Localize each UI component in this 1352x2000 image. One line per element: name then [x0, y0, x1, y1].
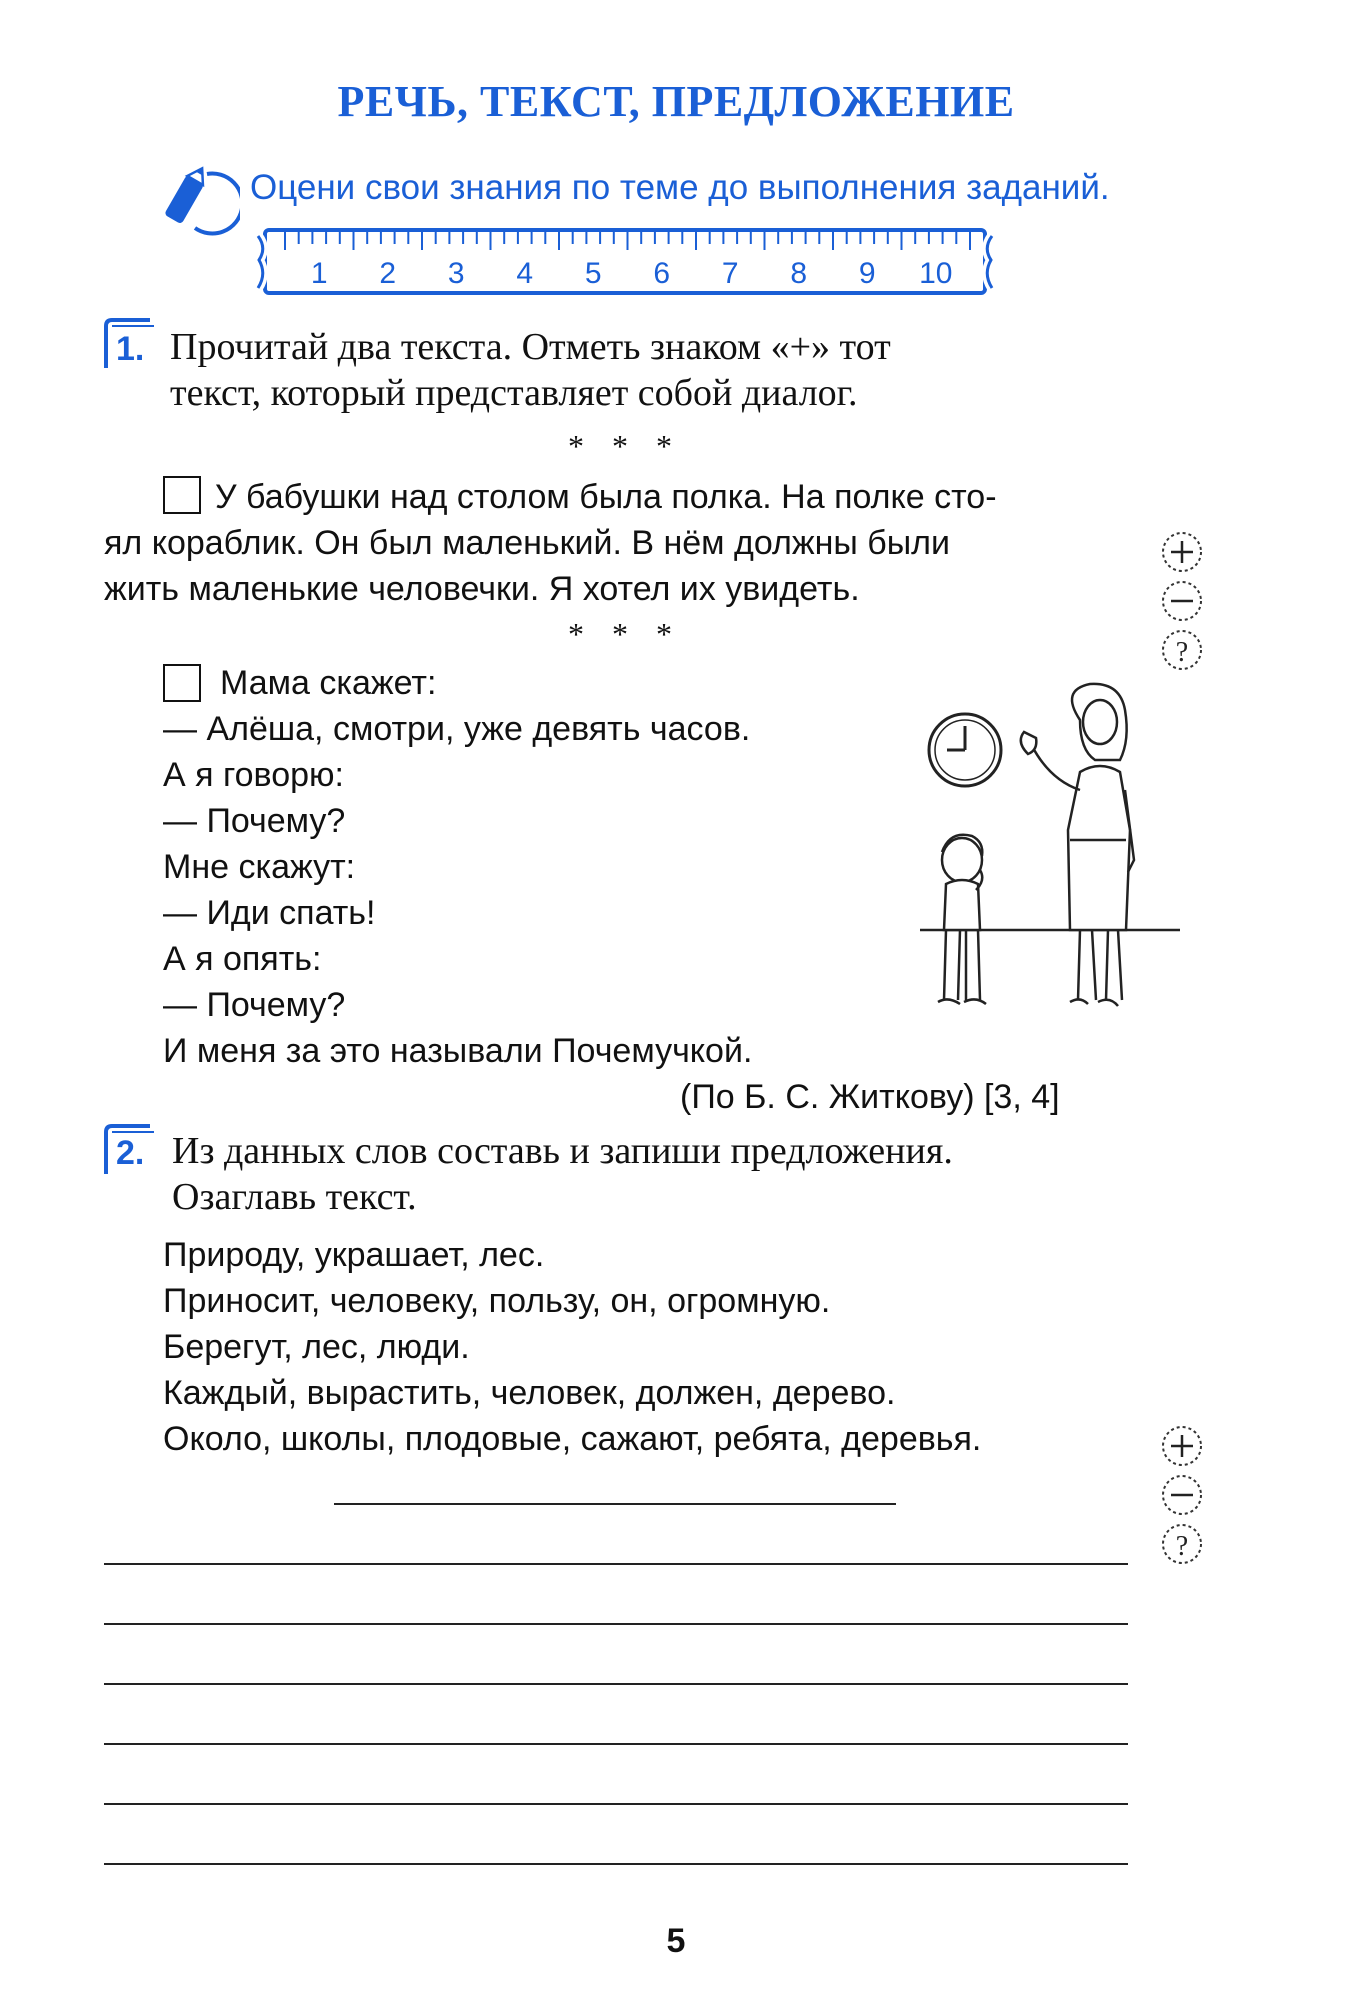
text-2-line-8: — Почему?	[163, 986, 346, 1024]
question-mark-icon[interactable]	[1160, 1522, 1204, 1566]
writing-line-1[interactable]	[104, 1563, 1128, 1565]
question-mark-icon[interactable]	[1160, 628, 1204, 672]
ruler-label-7[interactable]: 7	[721, 257, 739, 290]
ruler-label-6[interactable]: 6	[653, 257, 671, 290]
text-2-line-3: А я говорю:	[163, 756, 344, 794]
writing-line-3[interactable]	[104, 1683, 1128, 1685]
task-2-number: 2.	[116, 1134, 145, 1172]
ruler-label-2[interactable]: 2	[379, 257, 397, 290]
text-1-line-1: У бабушки над столом была полка. На полке сто-	[215, 478, 997, 516]
plus-mark-icon[interactable]	[1160, 1424, 1204, 1468]
margin-marks-task-1	[1160, 530, 1204, 677]
page-number: 5	[666, 1922, 686, 1960]
text-2-line-5: Мне скажут:	[163, 848, 356, 886]
stars-divider-1: * * *	[568, 428, 682, 464]
writing-line-4[interactable]	[104, 1743, 1128, 1745]
task-2-instruction-line-2: Озаглавь текст.	[172, 1176, 417, 1218]
page-title: РЕЧЬ, ТЕКСТ, ПРЕДЛОЖЕНИЕ	[337, 77, 1015, 126]
svg-text:?: ?	[1175, 1531, 1189, 1562]
task-2-instruction-line-1: Из данных слов составь и запиши предложения.	[172, 1130, 953, 1172]
text-2-line-9: И меня за это называли Почемучкой.	[163, 1032, 753, 1070]
ruler-label-9[interactable]: 9	[858, 257, 876, 290]
word-set-3: Берегут, лес, люди.	[163, 1328, 470, 1366]
task-1-instruction-line-1: Прочитай два текста. Отметь знаком «+» тот	[170, 326, 891, 368]
ruler-label-3[interactable]: 3	[447, 257, 465, 290]
word-set-2: Приносит, человеку, пользу, он, огромную.	[163, 1282, 831, 1320]
text-1-line-2: ял кораблик. Он был маленький. В нём должны были	[104, 524, 950, 562]
word-set-4: Каждый, вырастить, человек, должен, дерево.	[163, 1374, 896, 1412]
ruler-label-1[interactable]: 1	[310, 257, 328, 290]
ruler-label-8[interactable]: 8	[790, 257, 808, 290]
writing-line-5[interactable]	[104, 1803, 1128, 1805]
text-2-line-7: А я опять:	[163, 940, 322, 978]
text-2-line-2: — Алёша, смотри, уже девять часов.	[163, 710, 751, 748]
text-2-line-4: — Почему?	[163, 802, 346, 840]
text-2-line-6: — Иди спать!	[163, 894, 376, 932]
title-writing-line[interactable]	[334, 1503, 896, 1505]
task-1-number: 1.	[116, 330, 145, 368]
text-2-source: (По Б. С. Житкову) [3, 4]	[680, 1078, 1060, 1116]
self-assessment-text: Оцени свои знания по теме до выполнения заданий.	[250, 168, 1110, 207]
ruler-label-10[interactable]: 10	[919, 257, 953, 290]
text-1-checkbox[interactable]	[163, 476, 201, 514]
writing-line-6[interactable]	[104, 1863, 1128, 1865]
text-1-line-3: жить маленькие человечки. Я хотел их увидеть.	[104, 570, 860, 608]
clock-icon	[929, 714, 1001, 786]
word-set-1: Природу, украшает, лес.	[163, 1236, 545, 1274]
plus-mark-icon[interactable]	[1160, 530, 1204, 574]
text-2-line-1: Мама скажет:	[220, 664, 437, 702]
assessment-ruler[interactable]	[255, 228, 995, 298]
writing-line-2[interactable]	[104, 1623, 1128, 1625]
ruler-label-4[interactable]: 4	[516, 257, 534, 290]
task-1-instruction-line-2: текст, который представляет собой диалог.	[170, 372, 858, 414]
mother-and-boy-illustration	[920, 680, 1190, 1030]
margin-marks-task-2	[1160, 1424, 1204, 1571]
minus-mark-icon[interactable]	[1160, 579, 1204, 623]
word-set-5: Около, школы, плодовые, сажают, ребята, деревья.	[163, 1420, 982, 1458]
text-2-checkbox[interactable]	[163, 664, 201, 702]
minus-mark-icon[interactable]	[1160, 1473, 1204, 1517]
stars-divider-2: * * *	[568, 616, 682, 652]
svg-text:?: ?	[1175, 637, 1189, 668]
ruler-label-5[interactable]: 5	[584, 257, 602, 290]
pencil-icon	[155, 160, 240, 240]
